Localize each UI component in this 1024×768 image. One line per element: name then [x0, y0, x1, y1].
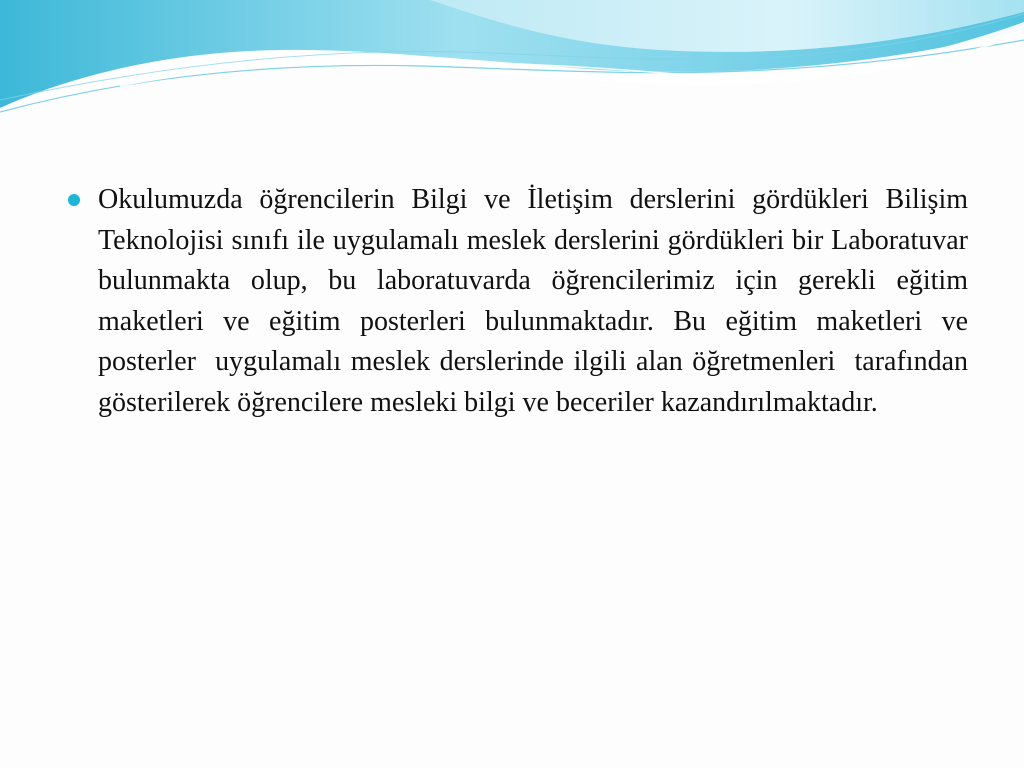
bullet-text: Okulumuzda öğrencilerin Bilgi ve İletişim derslerini gördükleri Bilişim Teknolojisi sınıfı ile uygulamalı meslek derslerini gördükleri bir Laboratuvar bulunmakta olup, bu laboratuvarda öğrencilerimiz için gerekli eğitim maketleri ve eğitim posterleri bulunmaktadır. Bu eğitim maketleri ve posterler uygulamalı meslek derslerinde ilgili alan öğretmenleri tarafından gösterilerek öğrencilere mesleki bilgi ve beceriler kazandırılmaktadır. — [98, 184, 975, 418]
content-area — [64, 180, 975, 423]
bullet-dot-icon — [68, 194, 80, 206]
header-wave-decoration — [0, 0, 1024, 130]
bullet-item — [64, 180, 975, 423]
